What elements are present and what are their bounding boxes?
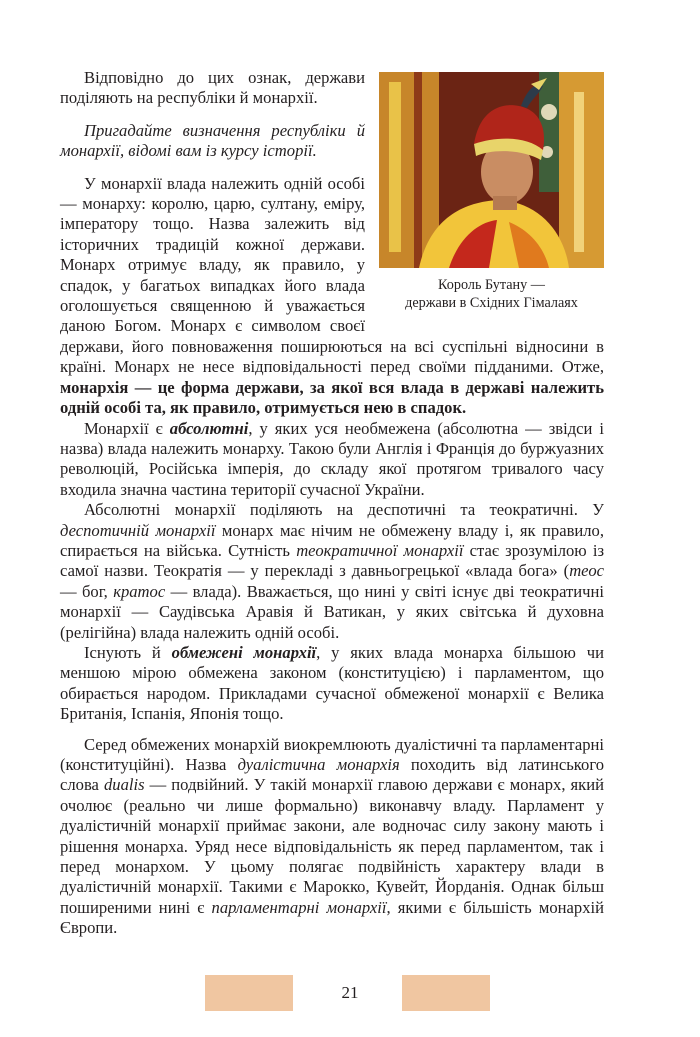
footer-bar-left — [205, 975, 293, 1011]
footer-bar-right — [402, 975, 490, 1011]
intro-paragraph: Відповідно до цих ознак, держави поділяють на республіки й монархії. — [60, 68, 365, 108]
term-dualis: dualis — [103, 775, 145, 795]
photo-block — [379, 72, 604, 312]
term-absolute: абсолютні — [169, 418, 249, 438]
term-theocratic: теократичної монархії — [296, 540, 464, 560]
recall-tip: Пригадайте визначення республіки й монархії, відомі вам із курсу історії. — [60, 120, 365, 161]
king-portrait-illustration — [379, 72, 604, 268]
page-content — [60, 68, 604, 939]
page-number: 21 — [341, 983, 359, 1002]
king-of-bhutan-photo — [379, 72, 604, 268]
term-dualistic: дуалістична монархія — [237, 755, 400, 774]
caption-line-2: держави в Східних Гімалаях — [405, 295, 578, 311]
photo-caption — [379, 276, 604, 312]
monarchy-definition: монархія — це форма держави, за якої вся влада в державі належить одній особі та, як правило, отримується нею в спадок. — [60, 377, 604, 418]
despotic-theocratic-paragraph: Абсолютні монархії поділяють на деспотичні та теократичні. У деспотичній монархії монарх має нічим не обмежену владу і, як правило, спирається на війська. Сутність теократичної монархії стає зрозумілою із самої назви. Теократія — у перекладі з давньогрецької «влада бога» (теос — бог, кратос — влада). Вважається, що нині у світі існує дві теократичні монархії — Саудівська Аравія й Ватикан, у яких світська й духовна (релігійна) влада належить одній особі. — [60, 500, 605, 642]
page-footer — [0, 975, 700, 1011]
absolute-monarchy-paragraph: Монархії є абсолютні, у яких уся необмежена (абсолютна — звідси і назва) влада належить монарху. Такою були Англія і Франція до буржуазних революцій, Російська імперія, до складу якої протягом тривалого часу входила значна частина території сучасної України. — [60, 418, 605, 499]
term-kratos: кратос — [113, 581, 166, 601]
term-despotic: деспотичній монархії — [60, 520, 216, 540]
term-limited: обмежені монархії — [171, 642, 317, 662]
term-theos: теос — [569, 561, 604, 581]
monarchy-text: У монархії влада належить одній особі — монарху: королю, царю, султану, еміру, імператору тощо. Назва залежить від історичних традицій кожної держави. Монарх отримує владу, як правило, у спадок, у багатьох випадках його влада оголошується священною й уважається даною Богом. Монарх є символом своєї держави, його повноваження поширюються на всі суспільні відносини в країні. Монарх не несе відповідальності перед своїми підданими. Отже, — [60, 173, 604, 377]
dualistic-monarchy-paragraph: Серед обмежених монархій виокремлюють дуалістичні та парламентарні (конституційні). Назва дуалістична монархія походить від латинського слова dualis — подвійний. У такій монархії главою держави є монарх, який очолює (реально чи лише формально) виконавчу владу. Парламент у дуалістичній монархії приймає закони, але водночас силу закону мають і рішення монарха. Уряд несе відповідальність як перед парламентом, так і перед монархом. У цьому полягає подвійність характеру влади в дуалістичній монархії. Такими є Марокко, Кувейт, Йорданія. Однак більш поширеними нині є парламентарні монархії, якими є більшість монархій Європи. — [60, 734, 605, 938]
term-parliamentary: парламентарні монархії — [211, 897, 387, 917]
limited-monarchy-paragraph: Існують й обмежені монархії, у яких влада монарха більшою чи меншою мірою обмежена законом (конституцією) і парламентом, що обирається народом. Прикладами сучасної обмеженої монархії є Велика Британія, Іспанія, Японія тощо. — [60, 642, 604, 724]
caption-line-1: Король Бутану — — [438, 277, 545, 293]
